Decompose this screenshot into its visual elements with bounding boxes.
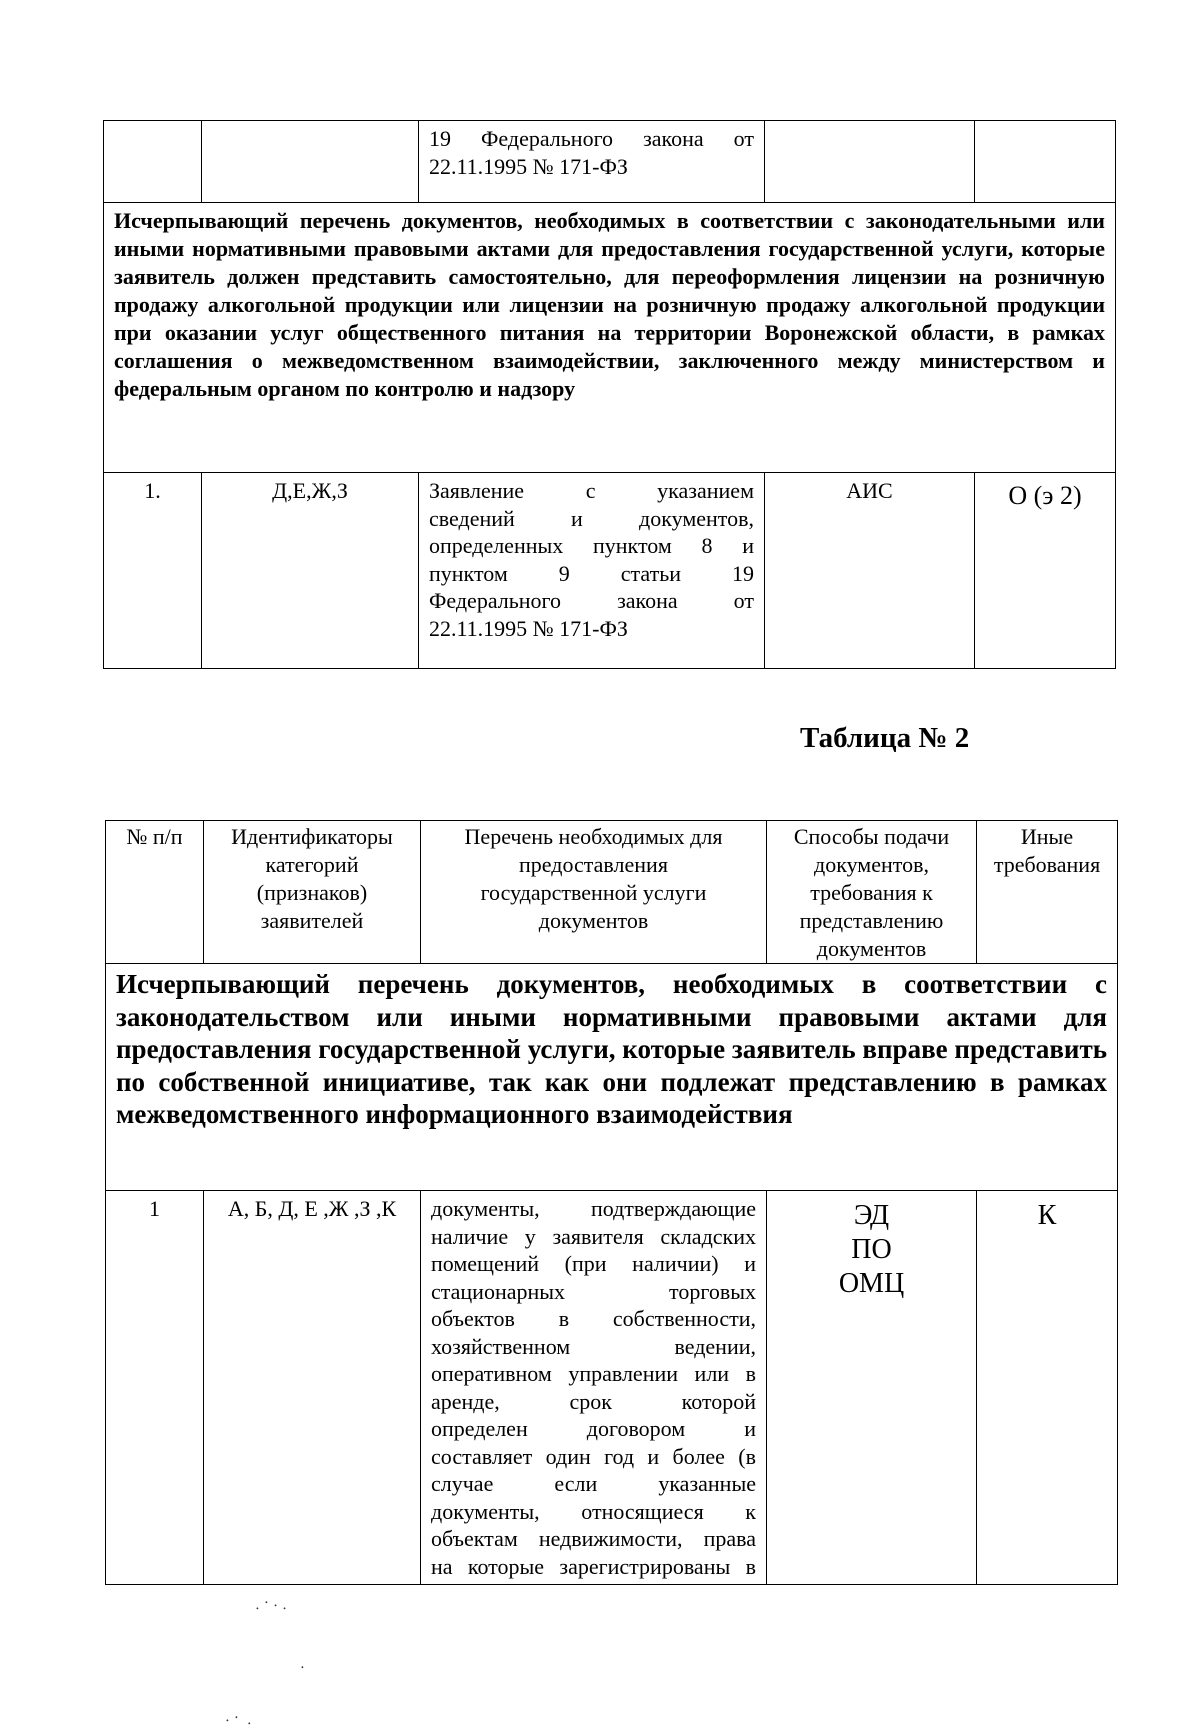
document-line: документы, относящиеся к [431,1498,756,1524]
cell-method [765,473,975,669]
document-description [421,1191,766,1580]
document-line: на которые зарегистрированы в [431,1553,756,1579]
header-docs [421,821,767,964]
table-1-top-row [104,121,1116,203]
document-description [419,473,764,642]
cell-other [975,473,1116,669]
table-row [104,473,1116,669]
document-line: 22.11.1995 № 171-ФЗ [429,615,628,641]
submission-method: АИС [846,478,893,503]
header-method [767,821,977,964]
submission-methods [767,1191,976,1301]
document-line: сведений и документов, [429,505,754,531]
submission-method-code: ЭД [853,1200,890,1231]
cell-empty [765,121,975,203]
other-requirements: О (э 2) [1008,481,1082,510]
header-other-label: Иные требования [993,824,1101,877]
header-docs-label: Перечень необходимых для предоставления государственной услуги документов [464,824,723,933]
document-line: аренде, срок которой [431,1388,756,1414]
document-line: Заявление с указанием [429,478,754,503]
row-number: 1 [149,1196,160,1221]
cell-empty [104,121,202,203]
law-ref-line: 22.11.1995 № 171-ФЗ [429,153,628,179]
header-num-label: № п/п [126,824,183,849]
header-other [977,821,1118,964]
table-row [106,1191,1118,1585]
scan-artifact: ⠄⠁⠂⠄ [255,1601,292,1613]
cell-docs [421,1191,767,1585]
document-line: оперативном управлении или в [431,1361,756,1386]
header-method-label: Способы подачи документов, требования к представлению документов [793,824,950,961]
cell-docs [419,473,765,669]
header-ids [204,821,421,964]
section-heading: Исчерпывающий перечень документов, необходимых в соответствии с законодательными или иными нормативными правовыми актами для предоставления государственной услуги, которые заявитель должен представить самостоятельно, для переоформления лицензии на розничную продажу алкогольной продукции или лицензии на розничную продажу алкогольной продукции при оказании услуг общественного питания на территории Воронежской области, в рамках соглашения о межведомственном взаимодействии, заключенного между министерством и федеральным органом по контролю и надзору [114,208,1105,401]
document-line: пунктом 9 статьи 19 [429,560,754,586]
cell-other [977,1191,1118,1585]
cell-num [104,473,202,669]
table-2 [105,820,1118,1585]
applicant-ids: А, Б, Д, Е ,Ж ,З ,К [227,1196,397,1221]
scan-artifact: ⠁ [300,1666,310,1678]
cell-empty [975,121,1116,203]
cell-empty [202,121,419,203]
section-heading-cell [104,203,1116,473]
scan-artifact: ⠂⠁ ⠄ [225,1716,256,1728]
document-line: определен договором и [431,1416,756,1441]
document-line: документы, подтверждающие [431,1196,756,1221]
header-num [106,821,204,964]
document-line: Федерального закона от [429,588,754,613]
table-1-section-row [104,203,1116,473]
document-line: объектов в собственности, [431,1306,756,1331]
document-line: составляет один год и более (в [431,1443,756,1469]
document-line: объектам недвижимости, права [431,1526,756,1551]
cell-num [106,1191,204,1585]
table-2-header-row [106,821,1118,964]
submission-method-code: ПО [851,1234,892,1265]
law-ref-line: 19 Федерального закона от [429,126,754,151]
document-line: стационарных торговых [431,1278,756,1304]
other-requirements: К [1037,1200,1057,1231]
document-line: хозяйственном ведении, [431,1333,756,1359]
document-line: помещений (при наличии) и [431,1251,756,1276]
cell-law-ref [419,121,765,203]
cell-ids [202,473,419,669]
document-line: определенных пунктом 8 и [429,533,754,558]
table-2-caption: Таблица № 2 [800,722,970,754]
cell-ids [204,1191,421,1585]
row-number: 1. [144,478,161,503]
applicant-ids: Д,Е,Ж,З [272,478,348,503]
section-heading: Исчерпывающий перечень документов, необходимых в соответствии с законодательством или иными нормативными правовыми актами для предоставления государственной услуги, которые заявитель вправе представить по собственной инициативе, так как они подлежат представлению в рамках межведомственного информационного взаимодействия [116,969,1107,1129]
cell-method [767,1191,977,1585]
document-line: наличие у заявителя складских [431,1223,756,1249]
document-line: случае если указанные [431,1471,756,1496]
header-ids-label: Идентификаторы категорий (признаков) заявителей [231,824,393,933]
submission-method-code: ОМЦ [838,1268,905,1299]
section-heading-cell [106,964,1118,1191]
table-2-section-row [106,964,1118,1191]
table-1 [103,120,1116,669]
